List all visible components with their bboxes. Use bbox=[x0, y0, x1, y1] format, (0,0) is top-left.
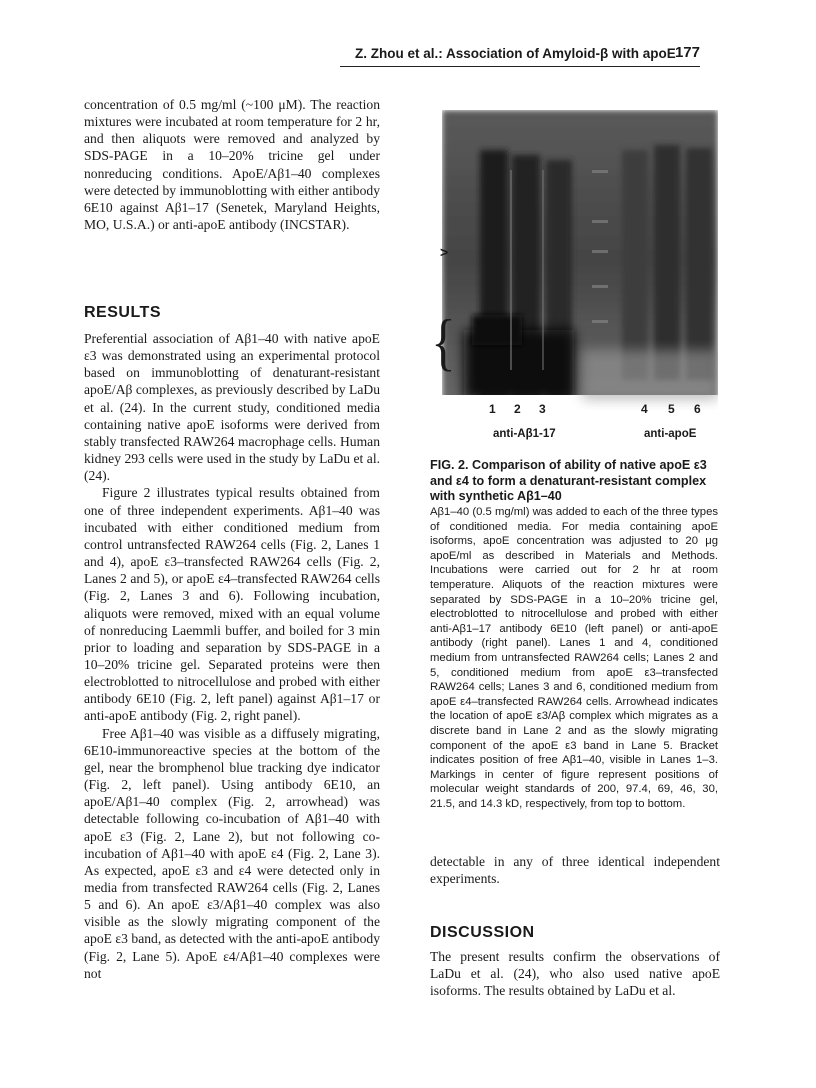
methods-text: concentration of 0.5 mg/ml (~100 μM). The reaction mixtures were incubated at room temperature for 2 hr, and then aliquots were removed and analyzed by SDS-PAGE in a 10–20% tricine gel under nonreducing conditions. ApoE/Aβ1–40 complexes were detected by immunoblotting with either antibody 6E10 against Aβ1–17 (Senetek, Maryland Heights, MO, U.S.A.) or anti-apoE antibody (INCSTAR). bbox=[84, 97, 380, 233]
results-paragraph: Free Aβ1–40 was visible as a diffusely migrating, 6E10-immunoreactive species at the bottom of the gel, near the bromphenol blue tracking dye indicator (Fig. 2, left panel). Using antibody 6E10, an apoE/Aβ1–40 complex (Fig. 2, arrowhead) was detectable following co-incubation of Aβ1–40 with apoE ε3 (Fig. 2, Lane 2), but not following co-incubation of Aβ1–40 with apoE ε4 (Fig. 2, Lane 3). As expected, apoE ε3 and ε4 were detected only in media from transfected RAW264 cells (Fig. 2, Lanes 5 and 6). An apoE ε3/Aβ1–40 complex was also visible as the slowly migrating component of the apoE ε3 band, as detected with the anti-apoE antibody (Fig. 2, Lane 5). ApoE ε4/Aβ1–40 complexes were not bbox=[84, 725, 380, 981]
results-body bbox=[84, 330, 380, 982]
gel-image bbox=[442, 110, 718, 440]
lane-label: 2 bbox=[514, 402, 521, 416]
right-panel-label: anti-apoE bbox=[644, 428, 697, 440]
lane-label: 3 bbox=[539, 402, 546, 416]
methods-paragraph bbox=[84, 96, 380, 233]
figure-caption-body: Aβ1–40 (0.5 mg/ml) was added to each of the three types of conditioned media. For media containing apoE isoforms, apoE concentration was adjusted to 20 μg apoE/ml as described in Materials and Methods. Incubations were carried out for 2 hr at room temperature. Aliquots of the reaction mixtures were separated by SDS-PAGE in a 10–20% tricine gel, electroblotted to nitrocellulose and probed with either anti-Aβ1–17 antibody 6E10 (left panel) or anti-apoE antibody (right panel). Lanes 1 and 4, conditioned medium from untransfected RAW264 cells; Lanes 2 and 5, conditioned medium from apoE ε3–transfected RAW264 cells; Lanes 3 and 6, conditioned medium from apoE ε4–transfected RAW264 cells. Arrowhead indicates the location of apoE ε3/Aβ complex which migrates as a discrete band in Lane 2 and as the slowly migrating component of the apoE ε3 band in Lane 5. Bracket indicates position of free Aβ1–40, visible in Lanes 1–3. Markings in center of figure represent positions of molecular weight standards of 200, 97.4, 69, 46, 30, 21.5, and 14.3 kD, respectively, from top to bottom. bbox=[430, 506, 718, 810]
discussion-body bbox=[430, 948, 720, 999]
left-panel-label: anti-Aβ1-17 bbox=[493, 428, 556, 440]
figure-2 bbox=[420, 100, 720, 445]
arrowhead-marker: > bbox=[440, 244, 449, 260]
running-title: Z. Zhou et al.: Association of Amyloid-β with apoE bbox=[355, 46, 676, 61]
results-paragraph: Figure 2 illustrates typical results obtained from one of three independent experiments. Aβ1–40 was incubated with either conditioned medium from control untransfected RAW264 cells (Fig. 2, Lanes 1 and 4), apoE ε3–transfected RAW264 cells (Fig. 2, Lanes 2 and 5), or apoE ε4–transfected RAW264 cells (Fig. 2, Lanes 3 and 6). Following incubation, aliquots were removed, mixed with an equal volume of nonreducing Laemmli buffer, and boiled for 3 min prior to loading and separation by SDS-PAGE in a 10–20% tricine gel. Separated proteins were then electroblotted to nitrocellulose and probed with either antibody 6E10 (Fig. 2, left panel) against Aβ1–17 or anti-apoE antibody (Fig. 2, right panel). bbox=[84, 485, 380, 724]
discussion-text: The present results confirm the observations of LaDu et al. (24), who also used native apoE isoforms. The results obtained by LaDu et al. bbox=[430, 949, 720, 999]
lane-label: 6 bbox=[694, 402, 701, 416]
bracket-marker: { bbox=[431, 306, 456, 377]
header-rule bbox=[340, 66, 700, 67]
figure-caption-title: FIG. 2. Comparison of ability of native apoE ε3 and ε4 to form a denaturant-resistant complex with synthetic Aβ1–40 bbox=[430, 458, 707, 504]
continuation-text: detectable in any of three identical independent experiments. bbox=[430, 854, 720, 887]
lane-label: 5 bbox=[668, 402, 675, 416]
lane-label: 4 bbox=[641, 402, 648, 416]
results-heading: RESULTS bbox=[84, 304, 161, 321]
discussion-heading: DISCUSSION bbox=[430, 924, 535, 941]
results-paragraph: Preferential association of Aβ1–40 with native apoE ε3 was demonstrated using an experimental protocol based on immunoblotting of denaturant-resistant apoE/Aβ complexes, as previously described by LaDu et al. (24). In the current study, conditioned media containing native apoE isoforms were derived from stably transfected RAW264 macrophage cells. Human kidney 293 cells were used in the study by LaDu et al. (24). bbox=[84, 331, 380, 484]
lane-label: 1 bbox=[489, 402, 496, 416]
page-number: 177 bbox=[674, 44, 700, 61]
running-header bbox=[355, 44, 700, 66]
results-continuation bbox=[430, 853, 720, 887]
